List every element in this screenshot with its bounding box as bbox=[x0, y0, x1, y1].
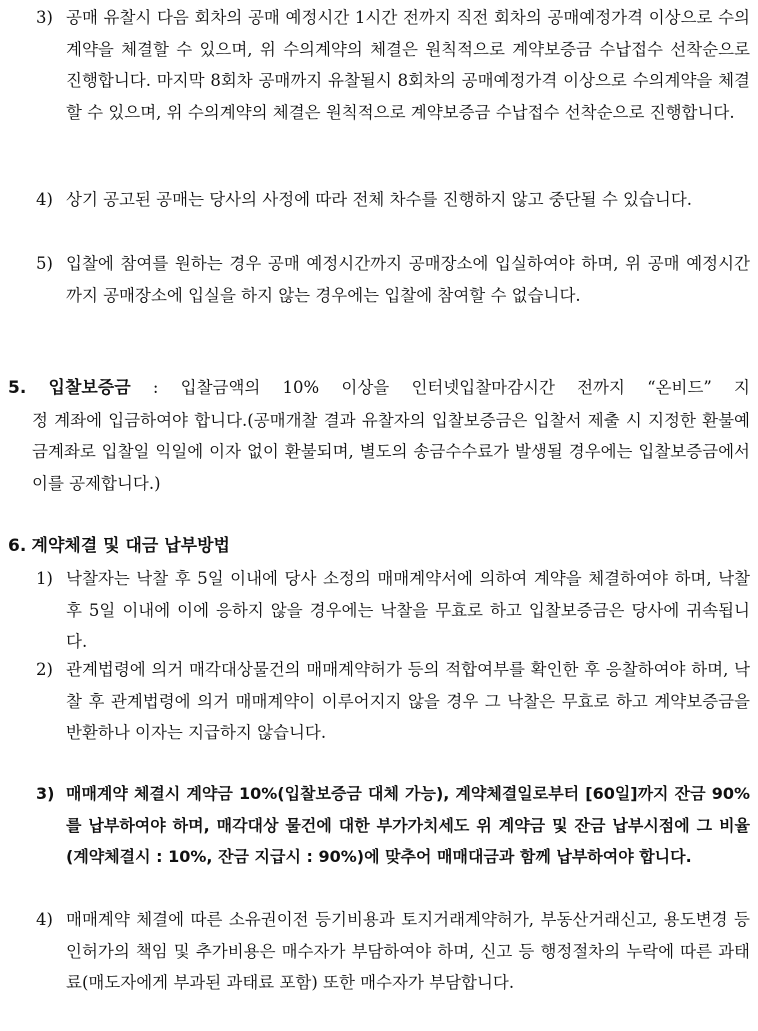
item-number: 5) bbox=[36, 254, 53, 273]
item-text: 낙찰자는 낙찰 후 5일 이내에 당사 소정의 매매계약서에 의하여 계약을 체결하여야 하며, 낙찰 후 5일 이내에 이에 응하지 않을 경우에는 낙찰을 무효로 하고 입찰보증금은 당사에 귀속됩니다. bbox=[66, 569, 750, 651]
section-title: 계약체결 및 대금 납부방법 bbox=[31, 536, 230, 556]
item-text: 매매계약 체결시 계약금 10%(입찰보증금 대체 가능), 계약체결일로부터 [60일]까지 잔금 90%를 납부하여야 하며, 매각대상 물건에 대한 부가가치세도 위 계약금 및 잔금 납부시점에 그 비율(계약체결시 : 10%, 잔금 지급시 : 90%)에 맞추어 매매대금과 함께 납부하여야 합니다. bbox=[66, 784, 750, 866]
notice-item-4 bbox=[36, 184, 750, 216]
section-separator: : bbox=[130, 378, 181, 397]
item-text: 관계법령에 의거 매각대상물건의 매매계약허가 등의 적합여부를 확인한 후 응찰하여야 하며, 낙찰 후 관계법령에 의거 매매계약이 이루어지지 않을 경우 그 낙찰은 무효로 하고 계약보증금을 반환하나 이자는 지급하지 않습니다. bbox=[66, 660, 750, 742]
item-text: 입찰에 참여를 원하는 경우 공매 예정시간까지 공매장소에 입실하여야 하며, 위 공매 예정시간까지 공매장소에 입실을 하지 않는 경우에는 입찰에 참여할 수 없습니다. bbox=[66, 254, 750, 305]
item-number: 4) bbox=[36, 190, 53, 209]
contract-item-2 bbox=[36, 654, 750, 749]
notice-item-5 bbox=[36, 248, 750, 311]
contract-item-1 bbox=[36, 563, 750, 658]
contract-item-3 bbox=[36, 778, 750, 873]
item-text: 공매 유찰시 다음 회차의 공매 예정시간 1시간 전까지 직전 회차의 공매예정가격 이상으로 수의계약을 체결할 수 있으며, 위 수의계약의 체결은 원칙적으로 계약보증금 수납접수 선착순으로 진행합니다. 마지막 8회차 공매까지 유찰될시 8회차의 공매예정가격 이상으로 수의계약을 체결할 수 있으며, 위 수의계약의 체결은 원칙적으로 계약보증금 수납접수 선착순으로 진행합니다. bbox=[66, 8, 750, 122]
item-number: 4) bbox=[36, 910, 53, 929]
section-bid-deposit bbox=[8, 372, 750, 499]
item-number: 3) bbox=[36, 8, 53, 27]
section-first-line: 입찰금액의 10% 이상을 인터넷입찰마감시간 전까지 “온비드” 지 bbox=[180, 378, 750, 397]
item-text: 매매계약 체결에 따른 소유권이전 등기비용과 토지거래계약허가, 부동산거래신고, 용도변경 등 인허가의 책임 및 추가비용은 매수자가 부담하여야 하며, 신고 등 행정절차의 누락에 따른 과태료(매도자에게 부과된 과태료 포함) 또한 매수자가 부담합니다. bbox=[66, 910, 750, 992]
section-contract bbox=[8, 530, 750, 563]
section-number: 5. bbox=[8, 378, 27, 398]
item-number: 3) bbox=[36, 784, 55, 803]
item-number: 2) bbox=[36, 660, 53, 679]
item-text: 상기 공고된 공매는 당사의 사정에 따라 전체 차수를 진행하지 않고 중단될 수 있습니다. bbox=[66, 190, 693, 209]
section-number: 6. bbox=[8, 536, 27, 556]
item-number: 1) bbox=[36, 569, 53, 588]
section-title: 입찰보증금 bbox=[48, 378, 131, 398]
contract-item-4 bbox=[36, 904, 750, 999]
section-body: 정 계좌에 입금하여야 합니다.(공매개찰 결과 유찰자의 입찰보증금은 입찰서 제출 시 지정한 환불예금계좌로 입찰일 익일에 이자 없이 환불되며, 별도의 송금수수료가 발생될 경우에는 입찰보증금에서 이를 공제합니다.) bbox=[32, 410, 750, 493]
notice-item-3 bbox=[36, 2, 750, 128]
